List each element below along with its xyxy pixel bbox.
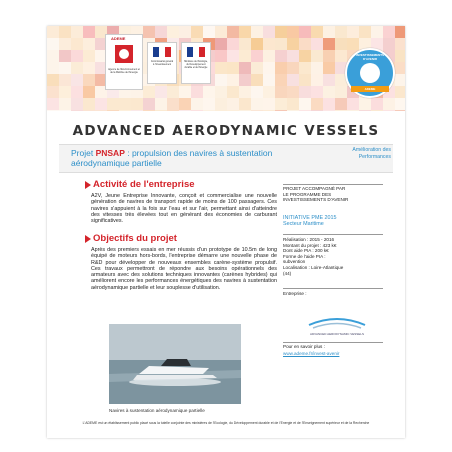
photo-caption: Navires à sustentation aérodynamique partielle bbox=[109, 408, 205, 413]
project-banner bbox=[59, 144, 393, 173]
mosaic-tile bbox=[323, 98, 335, 110]
divider bbox=[283, 342, 383, 343]
mosaic-tile bbox=[227, 98, 239, 110]
mosaic-tile bbox=[395, 98, 405, 110]
mosaic-tile bbox=[239, 50, 251, 62]
mosaic-tile bbox=[299, 86, 311, 98]
mosaic-tile bbox=[275, 26, 287, 38]
mosaic-tile bbox=[395, 86, 405, 98]
mosaic-tile bbox=[287, 98, 299, 110]
mosaic-tile bbox=[59, 98, 71, 110]
mosaic-tile bbox=[71, 74, 83, 86]
mosaic-tile bbox=[299, 50, 311, 62]
mosaic-tile bbox=[83, 74, 95, 86]
accompaniment-label: PROJET ACCOMPAGNÉ PAR LE PROGRAMME DES INVESTISSEMENTS D'AVENIR bbox=[283, 186, 349, 203]
french-flag-icon bbox=[153, 47, 171, 57]
mosaic-tile bbox=[287, 110, 299, 111]
mosaic-tile bbox=[323, 26, 335, 38]
mosaic-tile bbox=[95, 110, 107, 111]
mosaic-tile bbox=[227, 62, 239, 74]
divider bbox=[283, 288, 383, 289]
mosaic-tile bbox=[371, 110, 383, 111]
mosaic-tile bbox=[299, 26, 311, 38]
more-info-label: Pour en savoir plus : bbox=[283, 344, 325, 349]
mosaic-tile bbox=[239, 74, 251, 86]
mosaic-tile bbox=[275, 98, 287, 110]
mosaic-tile bbox=[191, 110, 203, 111]
section-title-objectifs: Objectifs du projet bbox=[93, 233, 177, 244]
mosaic-tile bbox=[239, 98, 251, 110]
mosaic-tile bbox=[359, 110, 371, 111]
mosaic-tile bbox=[311, 50, 323, 62]
mosaic-tile bbox=[83, 38, 95, 50]
mosaic-tile bbox=[131, 110, 143, 111]
mosaic-tile bbox=[155, 110, 167, 111]
section-title-activite: Activité de l'entreprise bbox=[93, 179, 195, 190]
mosaic-tile bbox=[83, 98, 95, 110]
mosaic-tile bbox=[227, 86, 239, 98]
mosaic-tile bbox=[155, 26, 167, 38]
project-category: Amélioration des Performances bbox=[352, 147, 391, 160]
mosaic-tile bbox=[251, 98, 263, 110]
mosaic-tile bbox=[215, 26, 227, 38]
ademe-logo-mark bbox=[115, 45, 133, 63]
mosaic-tile bbox=[395, 26, 405, 38]
mosaic-tile bbox=[347, 26, 359, 38]
mosaic-tile bbox=[227, 38, 239, 50]
mosaic-tile bbox=[227, 110, 239, 111]
mosaic-tile bbox=[251, 110, 263, 111]
french-flag-icon bbox=[187, 47, 205, 57]
mosaic-tile bbox=[311, 26, 323, 38]
mosaic-tile bbox=[215, 86, 227, 98]
mosaic-tile bbox=[287, 62, 299, 74]
mosaic-tile bbox=[263, 38, 275, 50]
mosaic-tile bbox=[263, 50, 275, 62]
mosaic-tile bbox=[263, 86, 275, 98]
mosaic-tile bbox=[263, 62, 275, 74]
mosaic-tile bbox=[71, 26, 83, 38]
ademe-logo bbox=[105, 34, 143, 90]
mosaic-tile bbox=[203, 26, 215, 38]
mosaic-tile bbox=[59, 74, 71, 86]
mosaic-tile bbox=[179, 26, 191, 38]
mosaic-tile bbox=[359, 26, 371, 38]
mosaic-tile bbox=[227, 74, 239, 86]
mosaic-tile bbox=[191, 26, 203, 38]
mosaic-tile bbox=[299, 74, 311, 86]
mosaic-tile bbox=[155, 98, 167, 110]
mosaic-tile bbox=[335, 86, 347, 98]
mosaic-tile bbox=[383, 110, 395, 111]
mosaic-tile bbox=[239, 26, 251, 38]
mosaic-tile bbox=[395, 62, 405, 74]
mosaic-tile bbox=[59, 26, 71, 38]
mosaic-tile bbox=[347, 38, 359, 50]
divider bbox=[283, 184, 383, 185]
mosaic-tile bbox=[59, 110, 71, 111]
mosaic-tile bbox=[239, 62, 251, 74]
boat-illustration bbox=[109, 324, 241, 404]
mosaic-tile bbox=[47, 38, 59, 50]
mosaic-tile bbox=[179, 98, 191, 110]
mosaic-tile bbox=[71, 86, 83, 98]
mosaic-tile bbox=[371, 98, 383, 110]
mosaic-tile bbox=[287, 74, 299, 86]
mosaic-tile bbox=[275, 50, 287, 62]
mosaic-tile bbox=[275, 74, 287, 86]
mosaic-tile bbox=[287, 26, 299, 38]
marianne-icon bbox=[360, 63, 380, 83]
mosaic-tile bbox=[71, 62, 83, 74]
mosaic-tile bbox=[335, 110, 347, 111]
mosaic-tile bbox=[263, 26, 275, 38]
mosaic-tile bbox=[251, 38, 263, 50]
mosaic-tile bbox=[143, 110, 155, 111]
mosaic-tile bbox=[275, 62, 287, 74]
mosaic-tile bbox=[311, 98, 323, 110]
mosaic-tile bbox=[299, 62, 311, 74]
mosaic-tile bbox=[239, 38, 251, 50]
mosaic-tile bbox=[299, 38, 311, 50]
section-text-objectifs: Après des premiers essais en mer réussis d'un prototype de 10.5m de long équipé de moteurs hors-bords, l'entreprise démarre une nouvelle phase de R&D pour développer de nouveaux ensembles carène-système propulsif. Ces travaux permettront de répondre aux besoins opérationnels des armateurs avec des solutions techniques innovantes (carènes hybrides) qui améliorent encore les performances énergétiques des navires à sustentation aérodynamique partielle et leur souplesse d'utilisation. bbox=[91, 247, 277, 291]
mosaic-tile bbox=[167, 86, 179, 98]
mosaic-tile bbox=[215, 110, 227, 111]
mosaic-tile bbox=[191, 98, 203, 110]
mosaic-tile bbox=[83, 86, 95, 98]
ademe-logo-subtitle: Agence de l'Environnement et de la Maîtrise de l'Energie bbox=[108, 68, 140, 74]
mosaic-tile bbox=[47, 74, 59, 86]
mosaic-tile bbox=[275, 110, 287, 111]
mosaic-tile bbox=[215, 50, 227, 62]
mosaic-tile bbox=[383, 98, 395, 110]
entreprise-label: Entreprise : bbox=[283, 291, 307, 296]
page-title: ADVANCED AERODYNAMIC VESSELS bbox=[72, 123, 380, 139]
mosaic-tile bbox=[71, 38, 83, 50]
seal-ribbon: ADEME bbox=[351, 86, 389, 92]
mosaic-tile bbox=[251, 26, 263, 38]
mosaic-tile bbox=[83, 110, 95, 111]
mosaic-tile bbox=[107, 98, 119, 110]
mosaic-tile bbox=[359, 98, 371, 110]
a2v-company-logo bbox=[301, 311, 373, 339]
mosaic-tile bbox=[191, 86, 203, 98]
ministry-logo-text: Ministère de l'Ecologie, du Développement durable et de l'Energie bbox=[184, 61, 208, 69]
cgi-logo bbox=[147, 42, 177, 84]
mosaic-tile bbox=[59, 38, 71, 50]
divider bbox=[283, 234, 383, 235]
mosaic-tile bbox=[203, 98, 215, 110]
vessel-photo bbox=[109, 324, 241, 404]
mosaic-tile bbox=[299, 110, 311, 111]
section-text-activite: A2V, Jeune Entreprise Innovante, conçoit et commercialise une nouvelle génération de navires de transport rapide de moins de 100 passagers. Ces navires s'appuient à la fois sur l'eau et sur l'air, permettant ainsi d'atteindre des vitesses très élevées tout en générant des économies de carburant significatives. bbox=[91, 193, 277, 225]
mosaic-tile bbox=[251, 62, 263, 74]
mosaic-tile bbox=[383, 26, 395, 38]
mosaic-tile bbox=[119, 110, 131, 111]
mosaic-tile bbox=[107, 110, 119, 111]
mosaic-tile bbox=[59, 50, 71, 62]
mosaic-tile bbox=[47, 26, 59, 38]
mosaic-tile bbox=[323, 62, 335, 74]
mosaic-tile bbox=[395, 50, 405, 62]
mosaic-tile bbox=[395, 74, 405, 86]
mosaic-tile bbox=[71, 50, 83, 62]
more-info-link[interactable]: www.ademe.fr/invest-avenir bbox=[283, 351, 340, 356]
mosaic-tile bbox=[299, 98, 311, 110]
mosaic-tile bbox=[335, 26, 347, 38]
mosaic-tile bbox=[131, 98, 143, 110]
mosaic-tile bbox=[383, 38, 395, 50]
ministry-logo bbox=[181, 42, 211, 84]
mosaic-tile bbox=[335, 50, 347, 62]
mosaic-tile bbox=[335, 38, 347, 50]
mosaic-tile bbox=[323, 50, 335, 62]
mosaic-tile bbox=[83, 50, 95, 62]
mosaic-tile bbox=[83, 62, 95, 74]
mosaic-tile bbox=[167, 26, 179, 38]
mosaic-tile bbox=[83, 26, 95, 38]
mosaic-tile bbox=[395, 38, 405, 50]
mosaic-tile bbox=[95, 98, 107, 110]
mosaic-tile bbox=[119, 98, 131, 110]
mosaic-tile bbox=[239, 110, 251, 111]
mosaic-tile bbox=[47, 50, 59, 62]
mosaic-tile bbox=[47, 98, 59, 110]
seal-text: INVESTISSEMENTS D'AVENIR bbox=[355, 53, 385, 61]
mosaic-tile bbox=[47, 86, 59, 98]
mosaic-tile bbox=[287, 38, 299, 50]
mosaic-tile bbox=[287, 86, 299, 98]
mosaic-tile bbox=[143, 98, 155, 110]
mosaic-tile bbox=[47, 110, 59, 111]
mosaic-tile bbox=[275, 38, 287, 50]
mosaic-tile bbox=[275, 86, 287, 98]
mosaic-tile bbox=[179, 110, 191, 111]
project-title: Projet PNSAP : propulsion des navires à sustentation aérodynamique partielle bbox=[71, 148, 273, 168]
mosaic-tile bbox=[311, 38, 323, 50]
mosaic-tile bbox=[143, 86, 155, 98]
mosaic-tile bbox=[167, 110, 179, 111]
mosaic-tile bbox=[263, 110, 275, 111]
mosaic-tile bbox=[215, 98, 227, 110]
mosaic-tile bbox=[347, 98, 359, 110]
mosaic-tile bbox=[179, 86, 191, 98]
mosaic-tile bbox=[167, 98, 179, 110]
investissements-avenir-seal bbox=[345, 48, 395, 98]
mosaic-tile bbox=[155, 86, 167, 98]
mosaic-tile bbox=[47, 62, 59, 74]
mosaic-tile bbox=[263, 98, 275, 110]
mosaic-tile bbox=[59, 62, 71, 74]
mosaic-tile bbox=[311, 86, 323, 98]
mosaic-tile bbox=[395, 110, 405, 111]
mosaic-tile bbox=[203, 86, 215, 98]
mosaic-tile bbox=[251, 74, 263, 86]
mosaic-tile bbox=[71, 98, 83, 110]
mosaic-tile bbox=[335, 98, 347, 110]
mosaic-tile bbox=[347, 110, 359, 111]
mosaic-tile bbox=[203, 110, 215, 111]
cgi-logo-text: Commissariat général à l'investissement bbox=[150, 61, 174, 66]
mosaic-tile bbox=[215, 62, 227, 74]
mosaic-tile bbox=[263, 74, 275, 86]
mosaic-tile bbox=[71, 110, 83, 111]
project-details: Réalisation : 2015 - 2016 Montant du projet : 423 k€ Dont aide PIA : 200 k€ Forme de l'aide PIA : subvention Localisation : Loire-Atlantique (44) bbox=[283, 237, 344, 276]
document-page bbox=[47, 26, 405, 438]
mosaic-tile bbox=[371, 26, 383, 38]
mosaic-tile bbox=[215, 74, 227, 86]
mosaic-tile bbox=[227, 50, 239, 62]
mosaic-tile bbox=[251, 86, 263, 98]
initiative-label: INITIATIVE PME 2015 Secteur Maritime bbox=[283, 215, 337, 228]
mosaic-tile bbox=[287, 50, 299, 62]
mosaic-tile bbox=[227, 26, 239, 38]
mosaic-tile bbox=[311, 74, 323, 86]
mosaic-tile bbox=[251, 50, 263, 62]
mosaic-tile bbox=[239, 86, 251, 98]
mosaic-tile bbox=[311, 62, 323, 74]
mosaic-tile bbox=[215, 38, 227, 50]
footer-note: L'ADEME est un établissement public placé sous la tutelle conjointe des ministères de l'Ecologie, du Développement durable et de l'Energie et de l'Enseignement supérieur et de la Recherche bbox=[82, 421, 370, 425]
mosaic-tile bbox=[323, 74, 335, 86]
ademe-logo-name: ADEME bbox=[111, 36, 126, 41]
mosaic-tile bbox=[59, 86, 71, 98]
mosaic-tile bbox=[143, 26, 155, 38]
mosaic-tile bbox=[323, 86, 335, 98]
mosaic-tile bbox=[323, 110, 335, 111]
mosaic-tile bbox=[311, 110, 323, 111]
mosaic-tile bbox=[323, 38, 335, 50]
company-logo-text: ADVANCED AERODYNAMIC VESSELS bbox=[310, 332, 364, 336]
